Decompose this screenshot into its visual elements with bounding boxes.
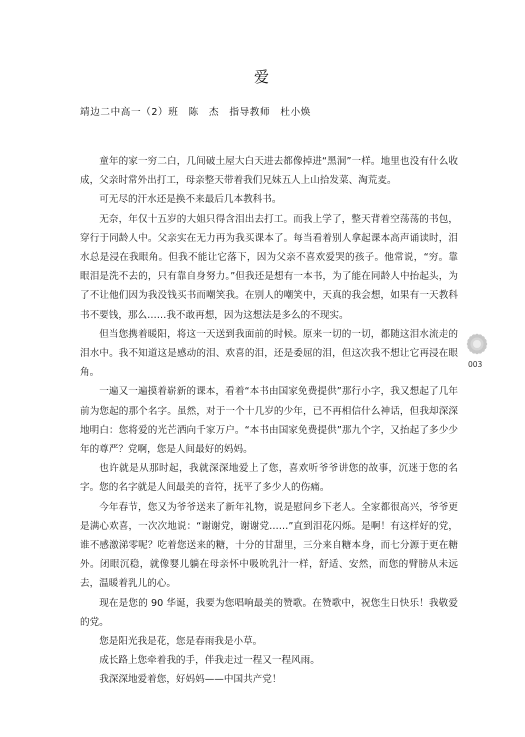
article-title: 爱 bbox=[253, 68, 271, 86]
paragraph: 也许就是从那时起，我就深深地爱上了您，喜欢听爷爷讲您的故事，沉迷于您的名字。您的名字就是人间最美的音符，抚平了多少人的伤痛。 bbox=[80, 463, 458, 494]
page-number: 003 bbox=[468, 360, 483, 369]
paragraph: 但当您携着暖阳，将这一天送到我面前的时候。原来一切的一切，都随这泪水流走的泪水中。我不知道这是感动的泪、欢喜的泪，还是委屈的泪，但这次我不想让它再浸在眼角。 bbox=[80, 328, 458, 379]
sun-flower-icon bbox=[466, 333, 488, 355]
paragraph: 童年的家一穷二白，几间破土屋大白天进去都像掉进“黑洞”一样。地里也没有什么收成，父亲时常外出打工，母亲整天带着我们兄妹五人上山拾发菜、淘荒麦。 bbox=[80, 156, 458, 187]
paragraph: 成长路上您牵着我的手，伴我走过一程又一程风雨。 bbox=[99, 655, 320, 667]
paragraph: 现在是您的 90 华诞，我要为您唱响最美的赞歌。在赞歌中，祝您生日快乐！我敬爱的党。 bbox=[80, 597, 458, 628]
paragraph: 您是阳光我是花，您是春雨我是小草。 bbox=[99, 636, 263, 648]
paragraph: 我深深地爱着您，好妈妈——中国共产党！ bbox=[99, 674, 282, 686]
paragraph: 一遍又一遍摸着崭新的课本，看着“本书由国家免费提供”那行小字，我又想起了几年前为您起的那个名字。虽然，对于一个十几岁的少年，已不再相信什么神话，但我却深深地明白：您将爱的光芒洒向千家万户。“本书由国家免费提供”那九个字，又抬起了多少少年的尊严？党啊，您是人间最好的妈妈。 bbox=[80, 386, 458, 456]
article-byline: 靖边二中高一（2）班 陈 杰 指导教师 杜小焕 bbox=[80, 107, 311, 118]
paragraph: 无奈，年仅十五岁的大姐只得含泪出去打工。而我上学了，整天背着空荡荡的书包，穿行于同龄人中。父亲实在无力再为我买课本了。每当看着别人拿起课本高声诵读时，泪水总是浸在我眼角。但我不能让它落下，因为父亲不喜欢爱哭的孩子。他常说，“穷。靠眼泪是洗不去的，只有靠自身努力。”但我还是想有一本书，为了能在同龄人中抬起头，为了不让他们因为我没钱买书而嘲笑我。在别人的嘲笑中，天真的我会想，如果有一天教科书不要钱，那么……我不敢再想，因为这想法是多么的不现实。 bbox=[80, 213, 458, 321]
article-body bbox=[80, 152, 458, 690]
paragraph: 可无尽的汗水还是换不来最后几本教科书。 bbox=[99, 194, 282, 206]
paragraph: 今年春节，您又为爷爷送来了新年礼物，说是慰问乡下老人。全家都很高兴，爷爷更是满心欢喜，一次次地说：“谢谢党，谢谢党……”直到泪花闪烁。是啊！有这样好的党，谁不感激涕零呢？吃着您送来的糖，十分的甘甜里，三分来自糖本身，而七分源于更在糖外。闭眼沉稳，就像婴儿躺在母亲怀中吸吮乳汁一样，舒适、安然，而您的臂膀从未远去，温暖着乳儿的心。 bbox=[80, 501, 458, 590]
